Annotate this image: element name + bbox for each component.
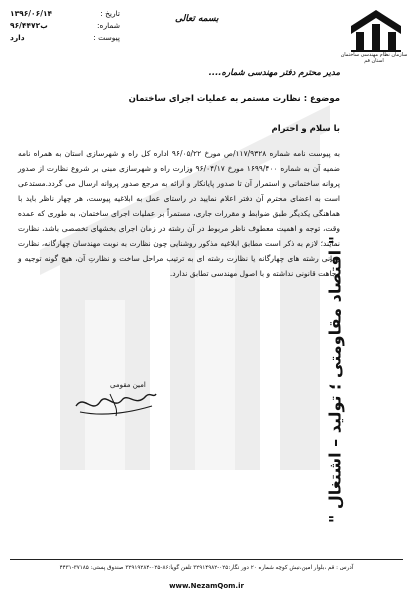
number-row bbox=[10, 20, 120, 32]
handwritten-signature bbox=[70, 380, 160, 422]
date-row bbox=[10, 8, 120, 20]
greeting-line: با سلام و احترام bbox=[271, 124, 340, 134]
footer-address: آدرس : قم ،بلوار امین،نبش کوچه شماره ۲۰ دور نگار:۰۲۵-۳۲۹۱۴۹۸۲ تلفن گویا:۸۶-۰۲۵-۳۲۹۱۹۲۸۴ صندوق پستی: ۳۷۱۸۵-۴۴۳۱ bbox=[59, 565, 354, 571]
organization-name: سازمان نظام مهندسی ساختمان استان قم bbox=[340, 52, 408, 64]
signer-name: امین مقومی bbox=[110, 381, 146, 389]
date-label: تاریخ : bbox=[100, 9, 120, 18]
attachment-label: پیوست : bbox=[93, 33, 120, 42]
attachment-value: دارد bbox=[10, 33, 25, 42]
letter-body bbox=[18, 66, 340, 281]
number-label: شماره: bbox=[97, 21, 120, 30]
recipient-line: مدیر محترم دفتر مهندسی شماره.... bbox=[208, 68, 340, 78]
vertical-slogan: " اقتصاد مقاومتی ؛ تولید – اشتغال " bbox=[325, 235, 345, 524]
besmellah-heading: بسمه تعالی bbox=[175, 14, 219, 24]
subject-line: موضوع : نظارت مستمر به عملیات اجرای ساختمان bbox=[128, 94, 340, 104]
footer-divider bbox=[10, 559, 403, 560]
attachment-row bbox=[10, 32, 120, 44]
organization-logo-icon bbox=[347, 6, 405, 54]
body-paragraph: به پیوست نامه شماره ۱۱۷/۹۳۲۸/ص مورخ ۹۶/۰۵/۲۲ اداره کل راه و شهرسازی استان به همراه نامه ضمیه آن به شماره ۱۶۹۹/۴۰۰ مورخ ۹۶/۰۴/۱۷ وزارت راه و شهرسازی مبنی بر شروع نظارت از صدور پروانه ساختمانی و استمرار آن تا صدور پایانکار و ارائه به مرجع صدور پروانه ارسال می گردد.مستدعی است به اعضای محترم آن دفتر اعلام نمایید در راستای عمل به ابلاغیه پیوست، هر چهار ناظر باید با هماهنگی یکدیگر طبق ضوابط و مقررات جاری، مستمراً بر عملیات اجرای ساختمان، به طوری که عمده وقت، توجه و اهمیت معطوف ناظر مربوط در آن رشته در زمان اجرای بخشهای تخصصی باشد، نظارت نمایند؛ لازم به ذکر است مطابق ابلاغیه مذکور روشنایی چون نظارت به نوبت مهندسان چهارگانه، نظارت زمانی رشته های چهارگانه یا نظارت رشته ای به ترتیب مراحل ساخت و نظارتِ آن، هیچ گونه توجیه و وجاهت قانونی نداشته و با اصول مهندسی تطابق ندارد. bbox=[18, 149, 341, 278]
footer-website: www.NezamQom.ir bbox=[169, 582, 244, 590]
date-value: ۱۳۹۶/۰۶/۱۴ bbox=[10, 9, 53, 18]
number-value: ۹۶/۴۴۷۲ب bbox=[10, 21, 48, 30]
letter-meta bbox=[10, 8, 120, 44]
